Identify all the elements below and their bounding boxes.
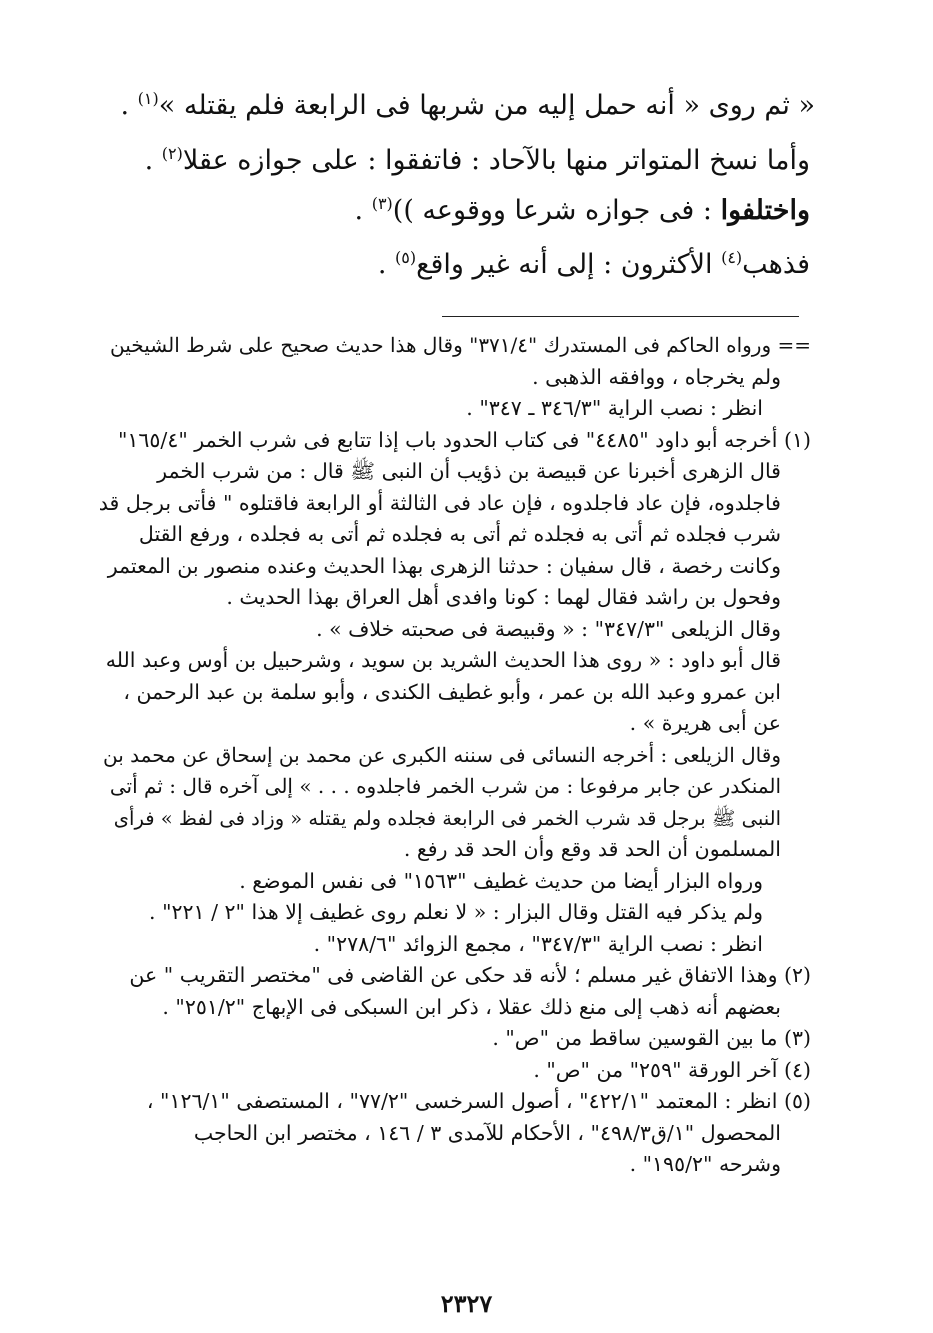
footnote-line: انظر : نصب الراية "٣٤٧/٣" ، مجمع الزوائد "٢٧٨/٦" .: [313, 931, 763, 956]
footnote-ref-5[interactable]: (٥): [395, 248, 417, 267]
footnote-line: (٢) وهذا الاتفاق غير مسلم ؛ لأنه قد حكى عن القاضى فى "مختصر التقريب " عن: [129, 963, 811, 987]
footnote-line: ورواه البزار أيضا من حديث غطيف "١٥٦٣" فى نفس الموضع .: [239, 868, 763, 893]
footnote-line: (١) أخرجه أبو داود "٤٤٨٥" فى كتاب الحدود باب إذا تتابع فى شرب الخمر "١٦٥/٤": [117, 427, 811, 452]
main-text-line-1-end: .: [120, 90, 138, 121]
footnote-ref-2[interactable]: (٢): [161, 144, 183, 163]
main-text-line-4-start: فذهب: [742, 249, 810, 280]
footnote-line: وشرحه "١٩٥/٢" .: [629, 1152, 781, 1176]
main-text-line-4: [90, 245, 810, 285]
main-text-line-2-content: وأما نسخ المتواتر منها بالآحاد : فاتفقوا : على جوازه عقلا: [182, 145, 810, 176]
main-text-line-1-content: « ثم روى « أنه حمل إليه من شربها فى الرابعة فلم يقتله »: [158, 90, 815, 121]
footnote-line: المحصول "١/ق٤٩٨/٣" ، الأحكام للآمدى ٣ / ١٤٦ ، مختصر ابن الحاجب: [193, 1120, 781, 1145]
main-text-line-3-lead: واختلفوا: [720, 195, 810, 226]
footnote-line: عن أبى هريرة » .: [629, 711, 781, 735]
footnote-line: ولم يخرجاه ، ووافقه الذهبى .: [532, 364, 781, 389]
footnote-line: فاجلدوه، فإن عاد فاجلدوه ، فإن عاد فى الثالثة أو الرابعة فاقتلوه " فأتى برجل قد: [98, 490, 781, 515]
footnote-line: (٤) آخر الورقة "٢٥٩" من "ص" .: [533, 1057, 811, 1082]
footnote-line: == ورواه الحاكم فى المستدرك "٣٧١/٤" وقال هذا حديث صحيح على شرط الشيخين: [110, 333, 811, 357]
footnote-ref-1[interactable]: (١): [137, 89, 159, 108]
footnote-line: بعضهم أنه ذهب إلى منع ذلك عقلا ، ذكر ابن السبكى فى الإبهاج "٢٥١/٢" .: [162, 994, 781, 1019]
footnote-ref-3[interactable]: (٣): [371, 194, 393, 213]
footnote-separator: [442, 316, 799, 317]
footnote-line: (٣) ما بين القوسين ساقط من "ص" .: [492, 1026, 811, 1050]
footnote-line: المسلمون أن الحد قد وقع وأن الحد قد رفع .: [403, 837, 781, 861]
footnote-line: قال الزهرى أخبرنا عن قبيصة بن ذؤيب أن النبى ﷺ قال : من شرب الخمر: [157, 459, 781, 483]
footnote-line: (٥) انظر : المعتمد "٤٢٢/١" ، أصول السرخسى "٧٧/٢" ، المستصفى "١٢٦/١" ،: [146, 1089, 811, 1113]
footnotes-section: [99, 330, 811, 1181]
footnote-line: وكانت رخصة ، قال سفيان : حدثنا الزهرى بهذا الحديث وعنده منصور بن المعتمر: [107, 553, 781, 578]
footnote-line: قال أبو داود : « روى هذا الحديث الشريد بن سويد ، وشرحبيل بن أوس وعبد الله: [105, 648, 781, 672]
main-text-line-4-content: الأكثرون : إلى أنه غير واقع: [416, 249, 722, 280]
page-number: ٢٣٢٧: [440, 1289, 493, 1318]
footnote-line: انظر : نصب الراية "٣٤٦/٣ ـ ٣٤٧" .: [466, 396, 763, 420]
main-text-line-2-end: .: [144, 145, 162, 176]
footnote-line: وقال الزيلعى "٣٤٧/٣" : « وقبيصة فى صحبته خلاف » .: [316, 616, 781, 641]
footnote-line: ابن عمرو وعبد الله بن عمر ، وأبو غطيف الكندى ، وأبو سلمة بن عبد الرحمن ،: [123, 679, 781, 704]
footnote-line: وفحول بن راشد فقال لهما : كونا وافدى أهل العراق بهذا الحديث .: [226, 585, 781, 609]
main-text-line-3-end: .: [354, 195, 372, 226]
footnote-ref-4[interactable]: (٤): [721, 248, 743, 267]
main-text-line-3: [90, 191, 810, 231]
main-text-line-2: [90, 141, 810, 181]
main-text-line-1: [90, 86, 815, 126]
main-text-line-4-end: .: [377, 249, 395, 280]
footnote-line: المنكدر عن جابر مرفوعا : من شرب الخمر فاجلدوه . . . » إلى آخره قال : ثم أتى: [109, 774, 781, 798]
main-text-line-3-content: : فى جوازه شرعا ووقوعه )): [392, 195, 721, 226]
footnote-line: شرب فجلده ثم أتى به فجلده ثم أتى به فجلده ثم أتى به فجلده ، ورفع القتل: [138, 522, 781, 546]
footnote-line: النبى ﷺ برجل قد شرب الخمر فى الرابعة فجلده ولم يقتله « وزاد فى لفظ » فرأى: [113, 806, 781, 830]
footnote-line: وقال الزيلعى : أخرجه النسائى فى سننه الكبرى عن محمد بن إسحاق عن محمد بن: [103, 742, 781, 767]
footnote-line: ولم يذكر فيه القتل وقال البزار : « لا نعلم روى غطيف إلا هذا "٢ / ٢٢١" .: [149, 900, 763, 924]
